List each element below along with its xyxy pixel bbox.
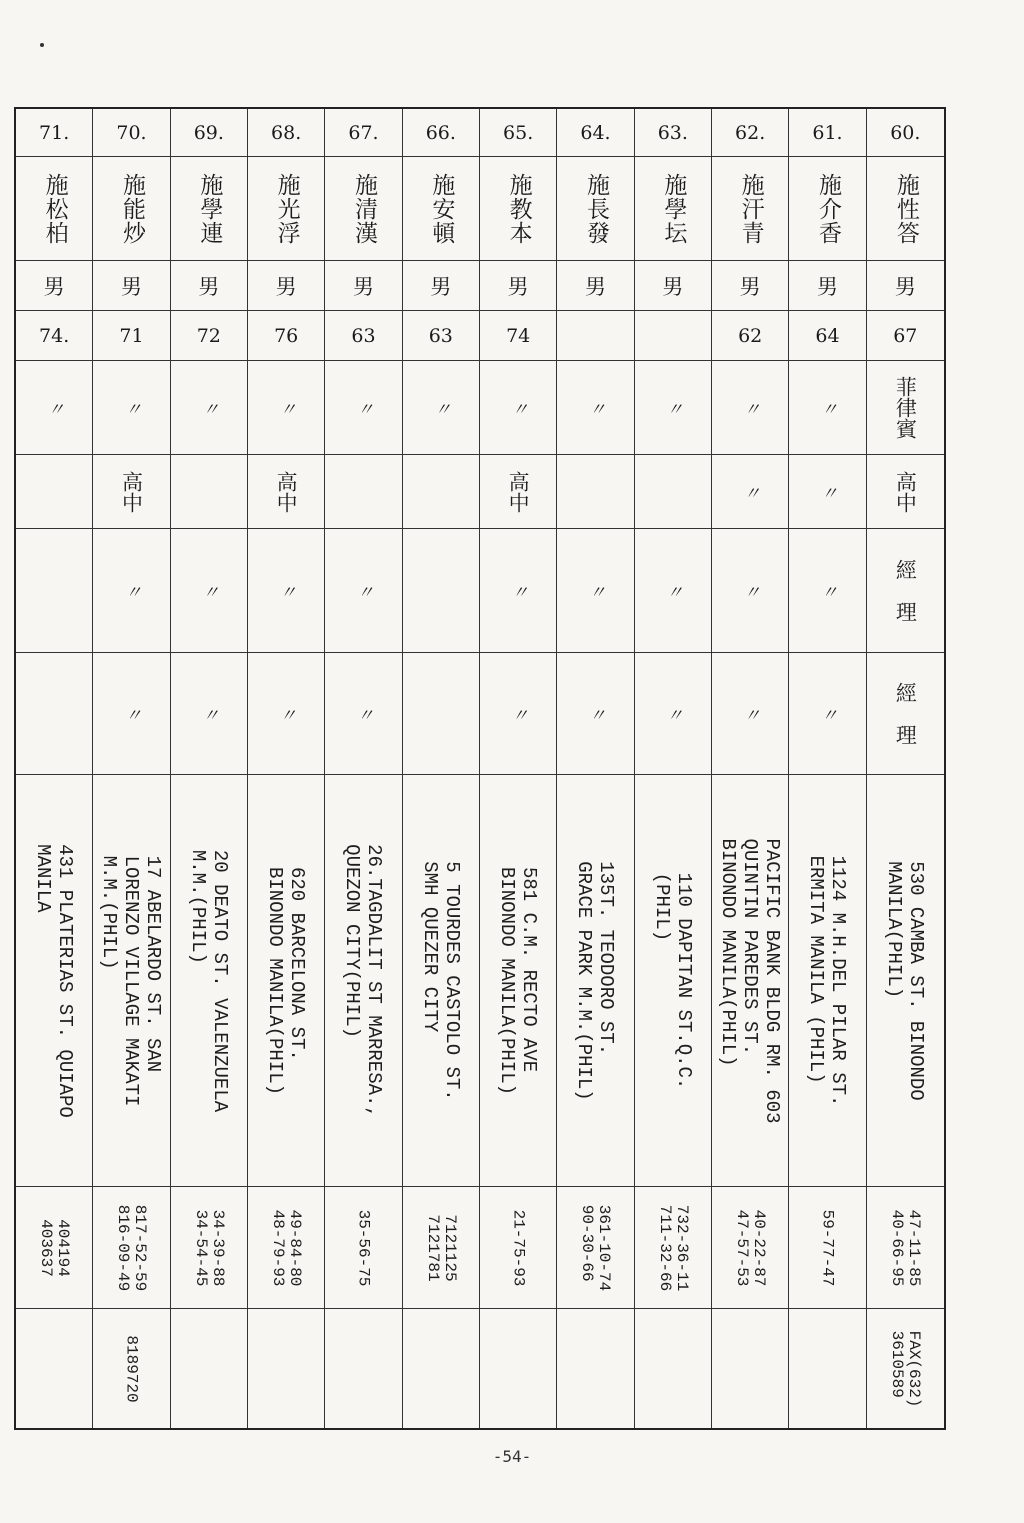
address-text: 5 TOURDES CASTOLO ST. SMH QUEZER CITY	[418, 860, 463, 1101]
title1-text: 〃	[816, 582, 837, 599]
no-text: 64.	[580, 121, 611, 144]
cell-title1	[248, 529, 324, 653]
cell-title2	[325, 653, 401, 775]
cell-education	[712, 455, 788, 529]
phone-text: 21-75-93	[509, 1209, 528, 1286]
name-text: 施安頓	[428, 172, 455, 245]
cell-title2	[171, 653, 247, 775]
no-text: 69.	[193, 121, 224, 144]
title2-text: 〃	[120, 705, 141, 722]
address-text: 530 CAMBA ST. BINONDO MANILA(PHIL)	[883, 860, 928, 1101]
sex-text: 男	[430, 274, 452, 299]
fax-text: 8189720	[122, 1334, 141, 1403]
record-column	[403, 109, 480, 1428]
cell-name	[403, 157, 479, 261]
cell-no	[403, 109, 479, 157]
cell-education	[248, 455, 324, 529]
age-text: 74.	[39, 324, 70, 347]
cell-age	[789, 311, 865, 361]
cell-title1	[16, 529, 92, 653]
page-number: -54-	[492, 1447, 532, 1466]
cell-sex	[867, 261, 944, 311]
age-text: 63	[428, 324, 453, 347]
address-text: 620 BARCELONA ST. BINONDO MANILA(PHIL)	[264, 866, 309, 1095]
cell-education	[16, 455, 92, 529]
cell-address	[635, 775, 711, 1187]
cell-education	[93, 455, 169, 529]
cell-no	[557, 109, 633, 157]
cell-address	[403, 775, 479, 1187]
cell-nationality	[93, 361, 169, 455]
cell-address	[557, 775, 633, 1187]
cell-title1	[867, 529, 944, 653]
sex-text: 男	[120, 274, 142, 299]
cell-age	[712, 311, 788, 361]
cell-nationality	[867, 361, 944, 455]
cell-address	[867, 775, 944, 1187]
cell-education	[480, 455, 556, 529]
cell-phone	[93, 1187, 169, 1309]
title1-text: 〃	[120, 582, 141, 599]
age-text: 74	[506, 324, 531, 347]
name-text: 施能炒	[118, 172, 145, 245]
nationality-text: 〃	[120, 399, 141, 416]
cell-title2	[16, 653, 92, 775]
record-column	[325, 109, 402, 1428]
cell-nationality	[480, 361, 556, 455]
record-column	[557, 109, 634, 1428]
name-text: 施清漢	[350, 172, 377, 245]
cell-title1	[635, 529, 711, 653]
nationality-text: 〃	[507, 399, 528, 416]
cell-no	[16, 109, 92, 157]
cell-nationality	[403, 361, 479, 455]
cell-fax	[325, 1309, 401, 1428]
address-text: 431 PLATERIAS ST. QUIAPO MANILA	[32, 843, 77, 1118]
cell-sex	[635, 261, 711, 311]
cell-nationality	[557, 361, 633, 455]
title2-text: 〃	[352, 705, 373, 722]
education-text: 高中	[893, 470, 918, 513]
nationality-text: 菲律賓	[893, 376, 918, 439]
cell-age	[557, 311, 633, 361]
name-text: 施光浮	[273, 172, 300, 245]
cell-sex	[325, 261, 401, 311]
cell-age	[867, 311, 944, 361]
cell-address	[789, 775, 865, 1187]
no-text: 66.	[425, 121, 456, 144]
sex-text: 男	[43, 274, 65, 299]
phone-text: 49-84-80 48-79-93	[269, 1209, 305, 1286]
cell-fax	[171, 1309, 247, 1428]
record-column	[635, 109, 712, 1428]
nationality-text: 〃	[430, 399, 451, 416]
nationality-text: 〃	[275, 399, 296, 416]
cell-age	[171, 311, 247, 361]
education-text: 〃	[739, 483, 760, 500]
cell-name	[480, 157, 556, 261]
cell-fax	[93, 1309, 169, 1428]
cell-address	[480, 775, 556, 1187]
cell-address	[93, 775, 169, 1187]
address-text: 135T. TEODORO ST. GRACE PARK M.M.(PHIL)	[573, 860, 618, 1101]
cell-title1	[712, 529, 788, 653]
name-text: 施教本	[505, 172, 532, 245]
cell-fax	[712, 1309, 788, 1428]
nationality-text: 〃	[816, 399, 837, 416]
title1-text: 〃	[507, 582, 528, 599]
cell-no	[867, 109, 944, 157]
title2-text: 經 理	[893, 682, 918, 745]
cell-education	[325, 455, 401, 529]
phone-text: 404194 403637	[37, 1218, 73, 1277]
cell-title2	[480, 653, 556, 775]
no-text: 67.	[348, 121, 379, 144]
no-text: 70.	[116, 121, 147, 144]
record-column	[171, 109, 248, 1428]
title2-text: 〃	[198, 705, 219, 722]
title2-text: 〃	[739, 705, 760, 722]
cell-name	[171, 157, 247, 261]
cell-title1	[171, 529, 247, 653]
cell-title1	[93, 529, 169, 653]
cell-title2	[557, 653, 633, 775]
cell-no	[325, 109, 401, 157]
cell-address	[16, 775, 92, 1187]
age-text: 71	[119, 324, 144, 347]
cell-age	[325, 311, 401, 361]
address-text: 17 ABELARDO ST. SAN LORENZO VILLAGE MAKATI M.M.(PHIL)	[98, 855, 165, 1106]
cell-title2	[93, 653, 169, 775]
sex-text: 男	[275, 274, 297, 299]
cell-phone	[789, 1187, 865, 1309]
title1-text: 〃	[352, 582, 373, 599]
speck	[40, 43, 44, 47]
cell-address	[325, 775, 401, 1187]
address-text: PACIFIC BANK BLDG RM. 603 QUINTIN PAREDES ST. BINONDO MANILA(PHIL)	[717, 837, 784, 1124]
cell-education	[171, 455, 247, 529]
address-text: 20 DEATO ST. VALENZUELA M.M.(PHIL)	[186, 849, 231, 1112]
cell-nationality	[171, 361, 247, 455]
cell-phone	[480, 1187, 556, 1309]
no-text: 65.	[503, 121, 534, 144]
name-text: 施學連	[196, 172, 223, 245]
cell-title1	[325, 529, 401, 653]
cell-phone	[16, 1187, 92, 1309]
cell-sex	[248, 261, 324, 311]
sex-text: 男	[198, 274, 220, 299]
cell-title2	[789, 653, 865, 775]
no-text: 63.	[657, 121, 688, 144]
cell-phone	[403, 1187, 479, 1309]
phone-text: 732-36-11 711-32-66	[655, 1204, 691, 1291]
phone-text: 7121125 7121781	[423, 1213, 459, 1282]
cell-education	[557, 455, 633, 529]
record-column	[480, 109, 557, 1428]
cell-sex	[712, 261, 788, 311]
cell-title1	[403, 529, 479, 653]
education-text: 高中	[274, 470, 299, 513]
no-text: 60.	[890, 121, 921, 144]
cell-title1	[557, 529, 633, 653]
cell-no	[171, 109, 247, 157]
cell-sex	[93, 261, 169, 311]
cell-age	[635, 311, 711, 361]
title2-text: 〃	[584, 705, 605, 722]
phone-text: 34-39-88 34-54-45	[191, 1209, 227, 1286]
age-text: 72	[196, 324, 221, 347]
cell-sex	[789, 261, 865, 311]
cell-no	[248, 109, 324, 157]
title1-text: 〃	[584, 582, 605, 599]
cell-nationality	[789, 361, 865, 455]
cell-nationality	[248, 361, 324, 455]
title1-text: 〃	[662, 582, 683, 599]
title1-text: 〃	[275, 582, 296, 599]
nationality-text: 〃	[198, 399, 219, 416]
no-text: 68.	[271, 121, 302, 144]
education-text: 高中	[119, 470, 144, 513]
no-text: 71.	[39, 121, 70, 144]
sex-text: 男	[584, 274, 606, 299]
name-text: 施性答	[892, 172, 919, 245]
cell-name	[635, 157, 711, 261]
cell-title2	[248, 653, 324, 775]
cell-nationality	[712, 361, 788, 455]
cell-age	[248, 311, 324, 361]
cell-education	[635, 455, 711, 529]
title1-text: 〃	[739, 582, 760, 599]
cell-fax	[789, 1309, 865, 1428]
cell-age	[480, 311, 556, 361]
phone-text: 47-11-85 40-66-95	[888, 1209, 924, 1286]
cell-phone	[557, 1187, 633, 1309]
address-text: 1124 M.H.DEL PILAR ST. ERMITA MANILA (PHIL)	[805, 855, 850, 1106]
record-column	[789, 109, 866, 1428]
nationality-text: 〃	[352, 399, 373, 416]
sex-text: 男	[352, 274, 374, 299]
cell-sex	[557, 261, 633, 311]
cell-nationality	[635, 361, 711, 455]
education-text: 高中	[506, 470, 531, 513]
cell-sex	[171, 261, 247, 311]
cell-no	[93, 109, 169, 157]
education-text: 〃	[816, 483, 837, 500]
cell-title1	[480, 529, 556, 653]
cell-fax	[403, 1309, 479, 1428]
cell-education	[403, 455, 479, 529]
cell-fax	[557, 1309, 633, 1428]
cell-no	[789, 109, 865, 157]
cell-title2	[867, 653, 944, 775]
cell-name	[789, 157, 865, 261]
record-column	[93, 109, 170, 1428]
title2-text: 〃	[662, 705, 683, 722]
address-text: 110 DAPITAN ST.Q.C. (PHIL)	[650, 872, 695, 1089]
cell-no	[635, 109, 711, 157]
title2-text: 〃	[507, 705, 528, 722]
no-text: 62.	[735, 121, 766, 144]
cell-nationality	[325, 361, 401, 455]
nationality-text: 〃	[662, 399, 683, 416]
cell-name	[325, 157, 401, 261]
cell-name	[16, 157, 92, 261]
title1-text: 經 理	[893, 559, 918, 622]
record-column	[867, 109, 944, 1428]
sex-text: 男	[662, 274, 684, 299]
cell-phone	[171, 1187, 247, 1309]
cell-phone	[712, 1187, 788, 1309]
member-table	[14, 107, 946, 1430]
cell-age	[93, 311, 169, 361]
age-text: 76	[274, 324, 299, 347]
age-text: 67	[893, 324, 918, 347]
cell-fax	[248, 1309, 324, 1428]
cell-sex	[403, 261, 479, 311]
phone-text: 40-22-87 47-57-53	[733, 1209, 769, 1286]
cell-name	[867, 157, 944, 261]
phone-text: 59-77-47	[818, 1209, 837, 1286]
cell-fax	[867, 1309, 944, 1428]
age-text: 63	[351, 324, 376, 347]
cell-title1	[789, 529, 865, 653]
sex-text: 男	[739, 274, 761, 299]
title2-text: 〃	[816, 705, 837, 722]
cell-sex	[480, 261, 556, 311]
cell-fax	[635, 1309, 711, 1428]
sex-text: 男	[816, 274, 838, 299]
cell-education	[867, 455, 944, 529]
cell-name	[93, 157, 169, 261]
sex-text: 男	[507, 274, 529, 299]
cell-education	[789, 455, 865, 529]
cell-name	[712, 157, 788, 261]
no-text: 61.	[812, 121, 843, 144]
fax-text: FAX(632) 3610589	[888, 1330, 924, 1407]
record-column	[248, 109, 325, 1428]
sex-text: 男	[894, 274, 916, 299]
name-text: 施學坛	[660, 172, 687, 245]
cell-phone	[635, 1187, 711, 1309]
name-text: 施介香	[814, 172, 841, 245]
phone-text: 817-52-59 816-09-49	[114, 1204, 150, 1291]
cell-nationality	[16, 361, 92, 455]
name-text: 施松柏	[41, 172, 68, 245]
nationality-text: 〃	[739, 399, 760, 416]
title2-text: 〃	[275, 705, 296, 722]
phone-text: 361-10-74 90-30-66	[578, 1204, 614, 1291]
cell-address	[248, 775, 324, 1187]
age-text: 62	[738, 324, 763, 347]
cell-phone	[325, 1187, 401, 1309]
name-text: 施汗青	[737, 172, 764, 245]
cell-no	[712, 109, 788, 157]
cell-name	[557, 157, 633, 261]
address-text: 581 C.M. RECTO AVE BINONDO MANILA(PHIL)	[496, 866, 541, 1095]
age-text: 64	[815, 324, 840, 347]
title1-text: 〃	[198, 582, 219, 599]
cell-name	[248, 157, 324, 261]
record-column	[16, 109, 93, 1428]
address-text: 26.TAGDALIT ST MARRESA., QUEZON CITY(PHIL)	[341, 843, 386, 1118]
cell-fax	[16, 1309, 92, 1428]
cell-address	[171, 775, 247, 1187]
nationality-text: 〃	[43, 399, 64, 416]
record-column	[712, 109, 789, 1428]
cell-age	[403, 311, 479, 361]
cell-sex	[16, 261, 92, 311]
cell-title2	[712, 653, 788, 775]
name-text: 施長發	[582, 172, 609, 245]
cell-no	[480, 109, 556, 157]
nationality-text: 〃	[584, 399, 605, 416]
cell-age	[16, 311, 92, 361]
phone-text: 35-56-75	[354, 1209, 373, 1286]
cell-title2	[635, 653, 711, 775]
cell-address	[712, 775, 788, 1187]
cell-phone	[248, 1187, 324, 1309]
cell-fax	[480, 1309, 556, 1428]
cell-phone	[867, 1187, 944, 1309]
cell-title2	[403, 653, 479, 775]
